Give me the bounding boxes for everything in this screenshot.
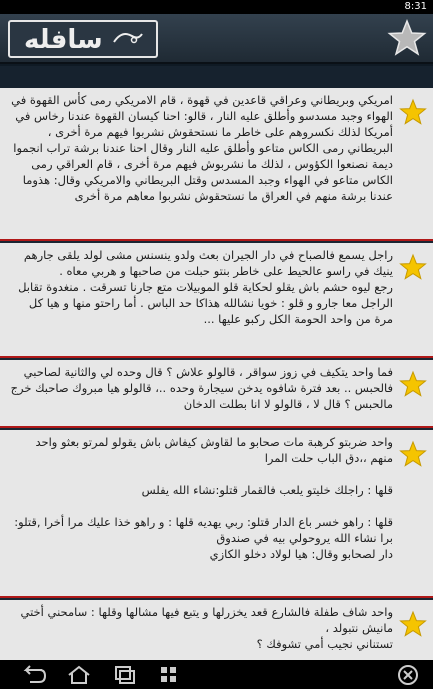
star-icon[interactable] bbox=[399, 440, 427, 468]
home-icon[interactable] bbox=[66, 664, 92, 686]
joke-text: راجل يسمع فالصباح في دار الجيران بعث ولدو ينسنس مشى لولد يلقى جارهم ينيك في راسو عالحيط على خاطر بنتو حبلت من صاحبها و هربي معاه . رجع ليوه حشم باش يقلو لحكاية قلو الموبيلات متع جارنا تسرقت . منغدوة تقابل الراجل معا جارو و قلو : خويا نشالله هذاكا حد الباس . أما راحتو منها و هيا كل مرة من واحد الحومة الكل ركبو عليها ... bbox=[18, 248, 393, 326]
logo-swirl-icon bbox=[112, 28, 144, 48]
joke-text: واحد ضربتو كرهبة مات صحابو ما لقاوش كيفاش باش يقولو لمرتو بعثو واحد منهم ،،دق الباب حلت المرا قلها : راجلك خليتو يلعب فالقمار قتلو:نشاء الله يفلس قلها : راهو خسر باع الدار قتلو: ربي يهديه قلها : و راهو خذا عليك مرا أخرا ,قتلو: برا نشاء الله يروحولي بيه في صندوق دار لصحابو وقال: هيا لولاد دخلو الكازي bbox=[14, 435, 393, 561]
list-item[interactable] bbox=[0, 430, 433, 598]
list-item[interactable] bbox=[0, 88, 433, 241]
clock: 8:31 bbox=[404, 1, 427, 12]
star-icon[interactable] bbox=[399, 370, 427, 398]
recent-apps-icon[interactable] bbox=[112, 664, 138, 686]
app-logo bbox=[8, 20, 158, 58]
status-bar bbox=[0, 0, 433, 14]
sub-header-bar bbox=[0, 66, 433, 88]
list-item[interactable] bbox=[0, 360, 433, 428]
app-header bbox=[0, 14, 433, 64]
joke-text: واحد شاف طفلة فالشارع قعد يخزرلها و يتبع فيها مشالها وقلها : سامحني أختي مانيش نتبولد ، تستناني نجيب أمي تشوفك ؟ bbox=[20, 605, 393, 651]
joke-text: فما واحد يتكيف في زوز سواقر ، قالولو علاش ؟ قال وحده لي والثانية لصاحبي فالحبس .. بعد فترة شافوه يدخن سيجارة وحده ..، قالولو هيا مبروك صاحبك خرج مالحبس ؟ قال لا ، قالولو لا انا بطلت الدخان bbox=[10, 365, 393, 411]
app-title: سافله bbox=[24, 25, 103, 55]
list-item[interactable] bbox=[0, 600, 433, 660]
close-icon[interactable] bbox=[396, 664, 420, 686]
grid-icon[interactable] bbox=[158, 664, 180, 686]
system-nav-bar bbox=[0, 660, 433, 689]
star-icon[interactable] bbox=[399, 253, 427, 281]
list-item[interactable] bbox=[0, 243, 433, 358]
favorites-star-icon[interactable] bbox=[387, 18, 427, 58]
joke-text: امريكي وبريطاني وعراقي قاعدين في قهوة ، قام الامريكي رمى كأس القهوة في الهواء وجبد مسدسو وأطلق عليه النار ، قالو: احنا كيسان القهوة عندنا رخاس في أمريكا لذلك نكسروهم على خاطر ما نستحقوش نشربوا فيهم مرة أخرى ، البريطاني رمى الكاس متاعو وأطلق عليه النار وقال احنا عندنا برشة تراب انجموا ديمة نصنعوا الكؤوس ، لذلك ما نشربوش فيهم مرة أخرى ، قام العراقي رمى الكاس متاعو في الهواء وجبد المسدس وقتل البريطاني والامريكي وقال: هذوما عندنا برشة منهم في العراق ما نستحقوش نشربوا معاهم مرة أخرى bbox=[11, 93, 393, 203]
back-icon[interactable] bbox=[18, 664, 48, 686]
jokes-list[interactable] bbox=[0, 88, 433, 660]
star-icon[interactable] bbox=[399, 610, 427, 638]
star-icon[interactable] bbox=[399, 98, 427, 126]
